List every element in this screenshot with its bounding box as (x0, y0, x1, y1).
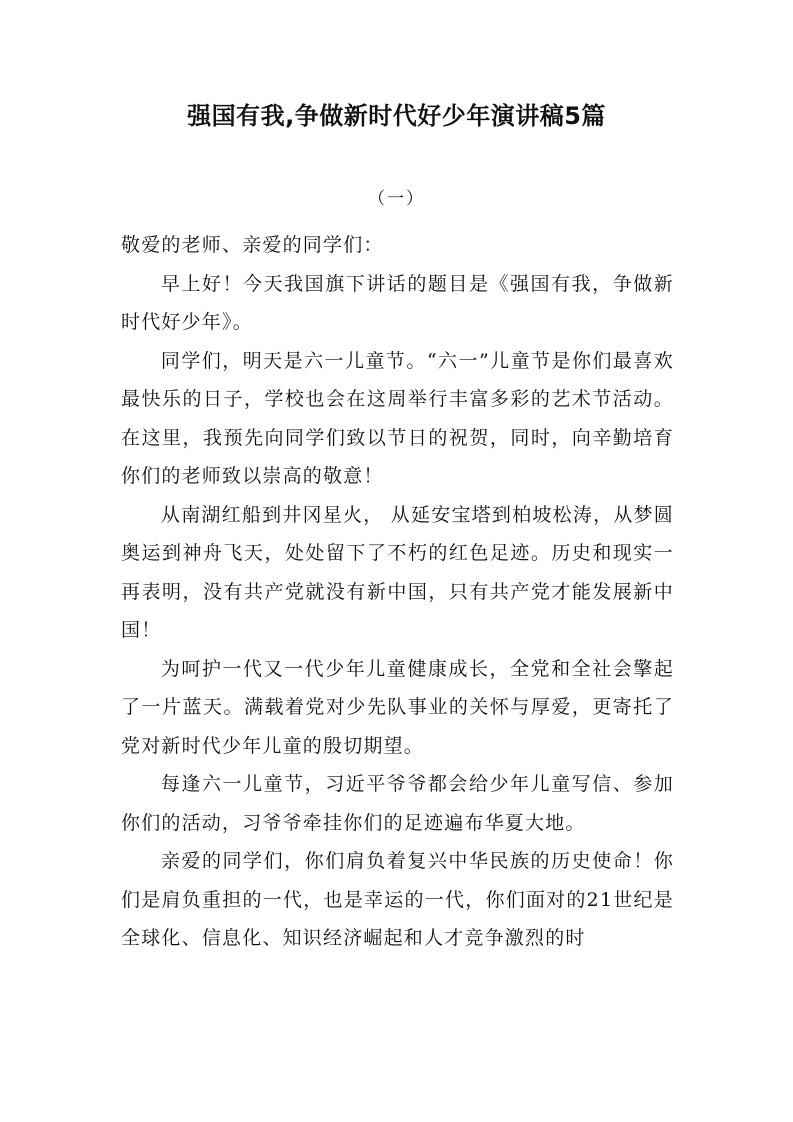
salutation: 敬爱的老师、亲爱的同学们： (121, 234, 384, 256)
paragraph-3: 从南湖红船到井冈星火， 从延安宝塔到柏坡松涛，从梦圆奥运到神舟飞天，处处留下了不朽的红色足迹。历史和现实一再表明，没有共产党就没有新中国，只有共产党才能发展新中国！ (121, 503, 674, 641)
paragraph-2: 同学们，明天是六一儿童节。“六一”儿童节是你们最喜欢最快乐的日子，学校也会在这周举行丰富多彩的艺术节活动。在这里，我预先向同学们致以节日的祝贺，同时，向辛勤培育你们的老师致以崇高的敬意！ (121, 349, 674, 487)
paragraph-4: 为呵护一代又一代少年儿童健康成长，全党和全社会擎起了一片蓝天。满载着党对少先队事业的关怀与厚爱，更寄托了党对新时代少年儿童的殷切期望。 (121, 657, 674, 757)
document-body (121, 226, 674, 958)
paragraph-1: 早上好！今天我国旗下讲话的题目是《强国有我，争做新时代好少年》。 (121, 272, 674, 333)
document-title: 强国有我,争做新时代好少年演讲稿5篇 (187, 102, 606, 130)
section-number: （一） (368, 189, 425, 209)
paragraph-6: 亲爱的同学们，你们肩负着复兴中华民族的历史使命！你们是肩负重担的一代，也是幸运的一代，你们面对的21世纪是全球化、信息化、知识经济崛起和人才竞争激烈的时 (121, 850, 674, 949)
paragraph-5: 每逢六一儿童节，习近平爷爷都会给少年儿童写信、参加你们的活动，习爷爷牵挂你们的足迹遍布华夏大地。 (121, 773, 674, 834)
